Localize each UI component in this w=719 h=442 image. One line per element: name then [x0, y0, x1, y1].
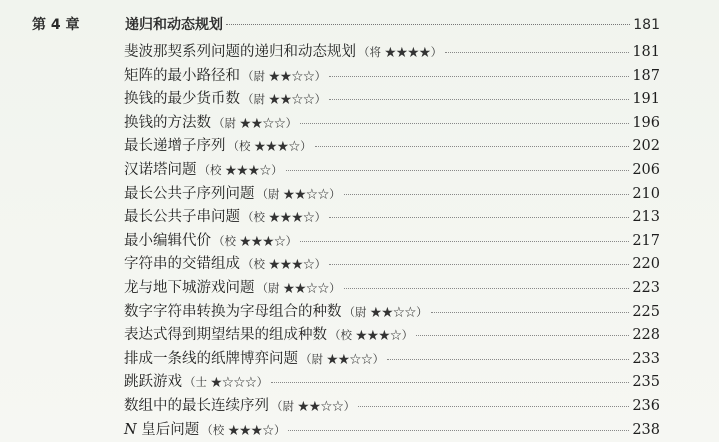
entry-rating: （校 ★★★☆）	[201, 422, 286, 437]
entry-page-number: 236	[632, 397, 660, 414]
dot-leader	[315, 146, 630, 147]
dot-leader	[329, 217, 629, 218]
toc-entry-list	[124, 40, 660, 441]
entry-rating: （尉 ★★☆☆）	[242, 92, 327, 107]
toc-entry[interactable]	[124, 40, 660, 64]
entry-title: 矩阵的最小路径和	[124, 67, 240, 84]
chapter-number: 第 4 章	[32, 17, 80, 33]
entry-title-variable: N	[124, 421, 137, 438]
toc-entry[interactable]	[124, 370, 660, 394]
toc-entry[interactable]	[124, 276, 660, 300]
dot-leader	[271, 382, 629, 383]
dot-leader	[387, 359, 629, 360]
entry-rating: （校 ★★★☆）	[242, 257, 327, 272]
entry-rating: （校 ★★★☆）	[329, 328, 414, 343]
dot-leader	[344, 194, 630, 195]
toc-entry[interactable]	[124, 182, 660, 206]
entry-title: 最长递增子序列	[124, 138, 226, 155]
toc-entry[interactable]	[124, 205, 660, 229]
entry-rating: （尉 ★★☆☆）	[271, 398, 356, 413]
toc-entry[interactable]	[124, 111, 660, 135]
dot-leader	[286, 170, 630, 171]
toc-entry[interactable]	[124, 347, 660, 371]
entry-title: 换钱的最少货币数	[124, 91, 240, 108]
entry-title: 排成一条线的纸牌博弈问题	[124, 350, 298, 367]
entry-page-number: 206	[632, 161, 660, 178]
entry-title: 跳跃游戏	[124, 374, 182, 391]
dot-leader	[431, 312, 630, 313]
dot-leader	[344, 288, 630, 289]
entry-page-number: 235	[632, 374, 660, 391]
entry-rating: （士 ★☆☆☆）	[184, 375, 269, 390]
toc-entry[interactable]	[124, 323, 660, 347]
entry-page-number: 187	[632, 67, 660, 84]
entry-rating: （校 ★★★☆）	[242, 210, 327, 225]
dot-leader	[416, 335, 629, 336]
toc-entry[interactable]	[124, 252, 660, 276]
toc-entry[interactable]	[124, 418, 660, 442]
entry-rating: （尉 ★★☆☆）	[300, 351, 385, 366]
entry-rating: （尉 ★★☆☆）	[213, 115, 298, 130]
entry-title: 数字字符串转换为字母组合的种数	[124, 303, 342, 320]
entry-title: 表达式得到期望结果的组成种数	[124, 327, 327, 344]
toc-entry[interactable]	[124, 229, 660, 253]
entry-page-number: 225	[632, 303, 660, 320]
entry-rating: （尉 ★★☆☆）	[242, 68, 327, 83]
entry-page-number: 210	[632, 185, 660, 202]
dot-leader	[358, 406, 629, 407]
entry-title: 字符串的交错组成	[124, 256, 240, 273]
dot-leader	[226, 24, 630, 25]
entry-rating: （校 ★★★☆）	[198, 162, 283, 177]
entry-rating: （尉 ★★☆☆）	[343, 304, 428, 319]
toc-entry[interactable]	[124, 64, 660, 88]
entry-rating: （尉 ★★☆☆）	[256, 186, 341, 201]
toc-entry[interactable]	[124, 300, 660, 324]
dot-leader	[329, 99, 629, 100]
entry-title: 换钱的方法数	[124, 114, 211, 131]
toc-entry[interactable]	[124, 134, 660, 158]
entry-title: 斐波那契系列问题的递归和动态规划	[124, 44, 356, 60]
entry-title	[124, 418, 199, 439]
entry-page-number: 196	[632, 114, 660, 131]
entry-rating: （校 ★★★☆）	[227, 139, 312, 154]
entry-page-number: 228	[632, 327, 660, 344]
toc-entry[interactable]	[124, 394, 660, 418]
entry-title: 龙与地下城游戏问题	[124, 279, 255, 296]
entry-title: 最小编辑代价	[124, 232, 211, 249]
chapter-heading	[32, 14, 660, 36]
entry-page-number: 202	[632, 138, 660, 155]
dot-leader	[300, 241, 629, 242]
entry-rating: （尉 ★★☆☆）	[256, 280, 341, 295]
entry-page-number: 223	[632, 279, 660, 296]
dot-leader	[288, 430, 629, 431]
entry-page-number: 220	[632, 256, 660, 273]
entry-title: 最长公共子串问题	[124, 209, 240, 226]
dot-leader	[329, 264, 629, 265]
chapter-title: 递归和动态规划	[125, 17, 223, 33]
entry-page-number: 213	[632, 209, 660, 226]
chapter-page-number: 181	[633, 17, 660, 33]
entry-title: 汉诺塔问题	[124, 161, 197, 178]
dot-leader	[329, 76, 629, 77]
entry-rating: （校 ★★★☆）	[213, 233, 298, 248]
entry-title: 最长公共子序列问题	[124, 185, 255, 202]
toc-entry[interactable]	[124, 158, 660, 182]
entry-page-number: 238	[632, 421, 660, 438]
entry-page-number: 181	[632, 44, 660, 60]
dot-leader	[300, 123, 629, 124]
entry-rating: （将 ★★★★）	[358, 45, 443, 59]
entry-page-number: 217	[632, 232, 660, 249]
entry-page-number: 233	[632, 350, 660, 367]
entry-title-text: 皇后问题	[136, 421, 200, 438]
dot-leader	[445, 52, 629, 53]
toc-entry[interactable]	[124, 87, 660, 111]
entry-title: 数组中的最长连续序列	[124, 397, 269, 414]
entry-page-number: 191	[632, 91, 660, 108]
